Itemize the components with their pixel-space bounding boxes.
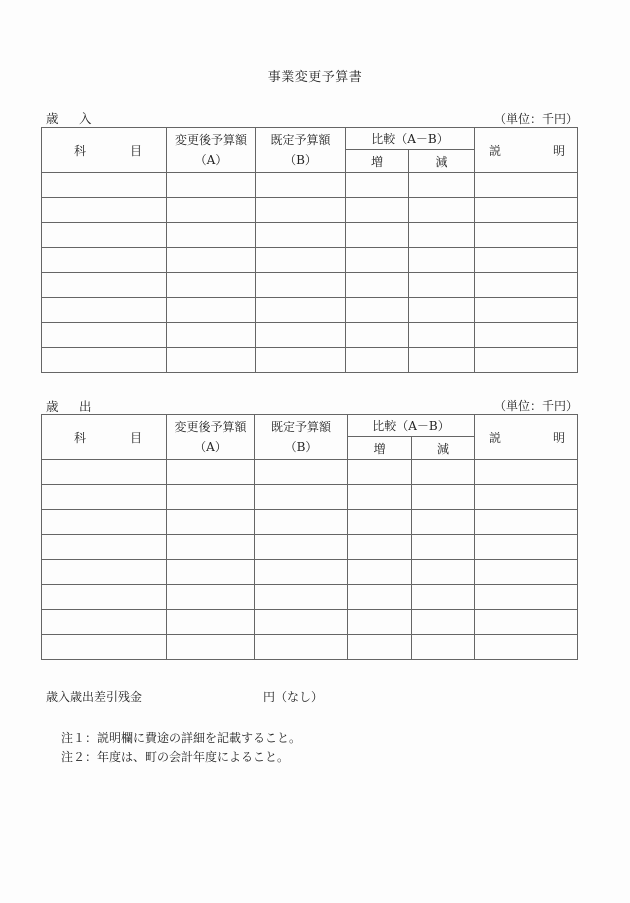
header-description: 説 明 [475,128,578,173]
cell-existing[interactable] [256,198,346,223]
cell-description[interactable] [475,348,578,373]
cell-increase[interactable] [346,348,409,373]
header-changed-budget: 変更後予算額 （A） [167,415,255,460]
cell-decrease[interactable] [412,535,475,560]
cell-decrease[interactable] [409,348,475,373]
cell-existing[interactable] [256,298,346,323]
table-row [42,248,578,273]
table-row [42,298,578,323]
cell-existing[interactable] [256,173,346,198]
cell-increase[interactable] [346,273,409,298]
table-row [42,323,578,348]
cell-existing[interactable] [255,585,348,610]
balance-value: 円（なし） [263,690,324,704]
cell-increase[interactable] [348,635,412,660]
cell-decrease[interactable] [409,273,475,298]
cell-decrease[interactable] [409,323,475,348]
cell-increase[interactable] [348,460,412,485]
header-increase: 増 [346,150,409,173]
header-existing-budget: 既定予算額 （B） [255,415,348,460]
cell-description[interactable] [475,560,578,585]
cell-increase[interactable] [348,560,412,585]
cell-subject[interactable] [42,460,167,485]
cell-description[interactable] [475,460,578,485]
cell-increase[interactable] [348,485,412,510]
table-row [42,348,578,373]
cell-description[interactable] [475,223,578,248]
note-1: 注１：説明欄に費途の詳細を記載すること。 [61,731,302,745]
cell-description[interactable] [475,248,578,273]
cell-existing[interactable] [256,323,346,348]
cell-existing[interactable] [255,535,348,560]
cell-increase[interactable] [346,323,409,348]
cell-subject[interactable] [42,560,167,585]
cell-changed[interactable] [167,635,255,660]
table-row [42,560,578,585]
cell-description[interactable] [475,323,578,348]
table-row [42,610,578,635]
cell-subject[interactable] [42,273,167,298]
table-row [42,173,578,198]
table-row [42,535,578,560]
cell-description[interactable] [475,173,578,198]
revenue-section-label: 歳 入 [46,111,96,126]
cell-subject[interactable] [42,173,167,198]
header-subject: 科 目 [42,128,167,173]
cell-description[interactable] [475,298,578,323]
header-subject: 科 目 [42,415,167,460]
table-row [42,485,578,510]
header-decrease: 減 [412,437,475,460]
cell-description[interactable] [475,535,578,560]
cell-subject[interactable] [42,248,167,273]
cell-existing[interactable] [255,610,348,635]
revenue-unit-label: （単位：千円） [494,112,579,126]
cell-subject[interactable] [42,510,167,535]
expenditure-table [41,414,578,660]
balance-label: 歳入歳出差引残金 [46,690,143,704]
table-row [42,585,578,610]
cell-existing[interactable] [255,485,348,510]
cell-decrease[interactable] [409,223,475,248]
cell-decrease[interactable] [409,298,475,323]
cell-decrease[interactable] [412,485,475,510]
cell-increase[interactable] [348,535,412,560]
cell-decrease[interactable] [412,585,475,610]
cell-changed[interactable] [167,610,255,635]
cell-increase[interactable] [346,298,409,323]
header-existing-budget: 既定予算額 （B） [256,128,346,173]
table-row [42,223,578,248]
cell-increase[interactable] [346,198,409,223]
cell-subject[interactable] [42,348,167,373]
revenue-table [41,127,578,373]
cell-changed[interactable] [167,510,255,535]
note-2: 注２：年度は、町の会計年度によること。 [61,750,290,764]
cell-changed[interactable] [167,273,256,298]
cell-description[interactable] [475,485,578,510]
cell-subject[interactable] [42,585,167,610]
cell-decrease[interactable] [412,610,475,635]
cell-subject[interactable] [42,298,167,323]
cell-subject[interactable] [42,535,167,560]
cell-changed[interactable] [167,248,256,273]
table-row [42,460,578,485]
expenditure-unit-label: （単位：千円） [494,399,579,413]
header-decrease: 減 [409,150,475,173]
cell-decrease[interactable] [412,460,475,485]
cell-decrease[interactable] [412,560,475,585]
cell-increase[interactable] [346,223,409,248]
cell-subject[interactable] [42,223,167,248]
cell-changed[interactable] [167,348,256,373]
cell-description[interactable] [475,198,578,223]
cell-decrease[interactable] [412,635,475,660]
expenditure-rows [42,460,578,660]
header-increase: 増 [348,437,412,460]
cell-existing[interactable] [255,510,348,535]
cell-increase[interactable] [346,248,409,273]
cell-description[interactable] [475,273,578,298]
header-changed-budget: 変更後予算額 （A） [167,128,256,173]
cell-changed[interactable] [167,223,256,248]
cell-changed[interactable] [167,560,255,585]
cell-changed[interactable] [167,460,255,485]
cell-existing[interactable] [255,560,348,585]
cell-description[interactable] [475,510,578,535]
cell-subject[interactable] [42,485,167,510]
cell-changed[interactable] [167,535,255,560]
cell-increase[interactable] [348,510,412,535]
document-title: 事業変更予算書 [267,70,363,85]
cell-subject[interactable] [42,635,167,660]
header-comparison: 比較（A－B） [346,128,475,150]
cell-existing[interactable] [256,223,346,248]
cell-decrease[interactable] [409,173,475,198]
cell-existing[interactable] [255,635,348,660]
cell-changed[interactable] [167,298,256,323]
cell-existing[interactable] [256,348,346,373]
table-row [42,510,578,535]
cell-increase[interactable] [348,610,412,635]
cell-changed[interactable] [167,585,255,610]
cell-description[interactable] [475,585,578,610]
cell-changed[interactable] [167,323,256,348]
cell-increase[interactable] [346,173,409,198]
table-row [42,273,578,298]
cell-existing[interactable] [256,273,346,298]
cell-subject[interactable] [42,323,167,348]
cell-subject[interactable] [42,610,167,635]
revenue-rows [42,173,578,373]
cell-decrease[interactable] [409,198,475,223]
table-row [42,635,578,660]
cell-changed[interactable] [167,485,255,510]
cell-increase[interactable] [348,585,412,610]
header-description: 説 明 [475,415,578,460]
cell-description[interactable] [475,610,578,635]
cell-changed[interactable] [167,198,256,223]
cell-changed[interactable] [167,173,256,198]
cell-subject[interactable] [42,198,167,223]
cell-existing[interactable] [255,460,348,485]
header-comparison: 比較（A－B） [348,415,475,437]
cell-description[interactable] [475,635,578,660]
cell-existing[interactable] [256,248,346,273]
table-row [42,198,578,223]
cell-decrease[interactable] [412,510,475,535]
cell-decrease[interactable] [409,248,475,273]
expenditure-section-label: 歳 出 [46,399,96,414]
